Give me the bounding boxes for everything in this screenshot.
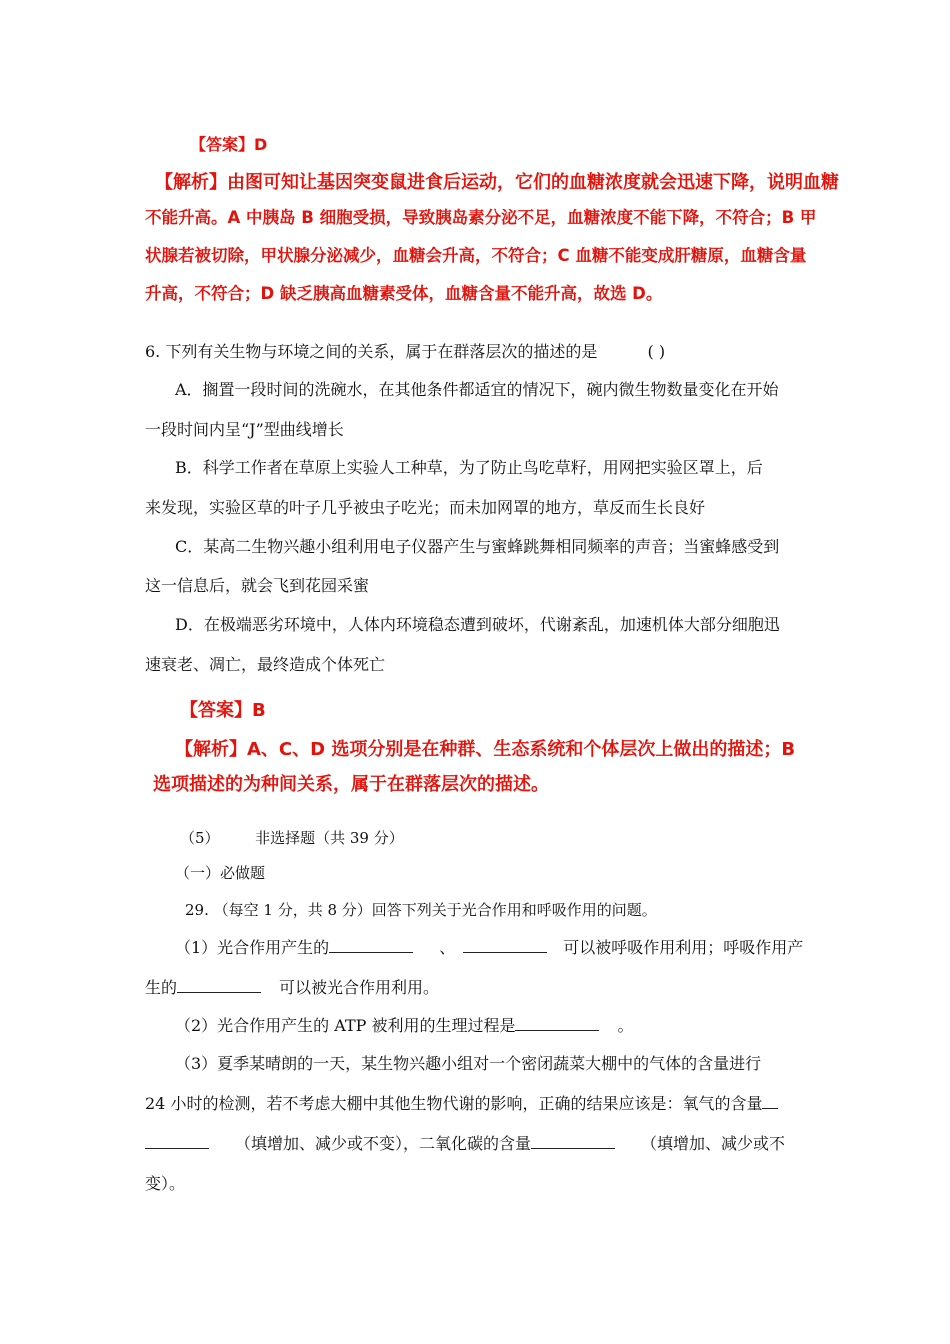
q29-part-1-line-1 — [175, 938, 803, 958]
q6-stem — [145, 342, 665, 362]
q29-part-3-line-4: 变）。 — [145, 1174, 186, 1193]
q29-stem: 29. （每空 1 分，共 8 分）回答下列关于光合作用和呼吸作用的问题。 — [185, 901, 657, 919]
section-number: （5） — [180, 829, 220, 847]
q6-answer-paren: ( ) — [647, 342, 666, 361]
answer-blank[interactable] — [515, 1016, 599, 1031]
q29-part-2 — [175, 1016, 634, 1036]
q29-p3-text-l3b: （填增加、减少或不 — [641, 1134, 786, 1153]
answer-blank[interactable] — [463, 938, 547, 953]
q29-p3-text-l3a: （填增加、减少或不变），二氧化碳的含量 — [235, 1134, 532, 1153]
q29-p2-text-b: 。 — [617, 1016, 634, 1035]
q6-answer: 【答案】B — [180, 700, 266, 721]
q5-analysis-line-2: 不能升高。A 中胰岛 B 细胞受损，导致胰岛素分泌不足，血糖浓度不能下降，不符合；B 甲 — [145, 208, 817, 227]
answer-blank[interactable] — [531, 1134, 615, 1149]
q29-p1-text-b: 、 — [439, 938, 456, 957]
q29-part-1-line-2 — [145, 978, 439, 998]
q5-analysis-line-4: 升高，不符合；D 缺乏胰高血糖素受体，血糖含量不能升高，故选 D。 — [145, 284, 663, 303]
answer-blank[interactable] — [145, 1134, 209, 1149]
q29-part-3-line-1: （3）夏季某晴朗的一天，某生物兴趣小组对一个密闭蔬菜大棚中的气体的含量进行 — [175, 1054, 762, 1073]
q6-analysis-line-2: 选项描述的为种间关系，属于在群落层次的描述。 — [153, 774, 549, 795]
q6-option-d-line-1: D．在极端恶劣环境中，人体内环境稳态遭到破坏，代谢紊乱，加速机体大部分细胞迅 — [175, 615, 780, 634]
section-header — [180, 828, 404, 848]
q6-option-c-line-1: C．某高二生物兴趣小组利用电子仪器产生与蜜蜂跳舞相同频率的声音；当蜜蜂感受到 — [175, 537, 780, 556]
q5-analysis-line-3: 状腺若被切除，甲状腺分泌减少，血糖会升高，不符合；C 血糖不能变成肝糖原，血糖含量 — [145, 246, 807, 265]
q6-option-a-line-2: 一段时间内呈“J”型曲线增长 — [145, 420, 344, 439]
q29-p1-text-a: （1）光合作用产生的 — [175, 938, 330, 957]
answer-blank[interactable] — [329, 938, 413, 953]
q29-part-3-line-3 — [145, 1134, 785, 1154]
q6-option-d-line-2: 速衰老、凋亡，最终造成个体死亡 — [145, 655, 386, 674]
q6-option-b-line-1: B．科学工作者在草原上实验人工种草，为了防止鸟吃草籽，用网把实验区罩上，后 — [175, 458, 763, 477]
q5-answer: 【答案】D — [190, 135, 268, 154]
q29-p1-text-d: 生的 — [145, 978, 178, 997]
q29-p3-text-l2: 24 小时的检测，若不考虑大棚中其他生物代谢的影响，正确的结果应该是：氧气的含量 — [145, 1094, 763, 1113]
q6-analysis-line-1: 【解析】A、C、D 选项分别是在种群、生态系统和个体层次上做出的描述；B — [175, 739, 796, 760]
q29-p1-text-c: 可以被呼吸作用利用；呼吸作用产 — [563, 938, 804, 957]
q6-option-a-line-1: A．搁置一段时间的洗碗水，在其他条件都适宜的情况下，碗内微生物数量变化在开始 — [175, 380, 779, 399]
q5-analysis-line-1: 【解析】由图可知让基因突变鼠进食后运动，它们的血糖浓度就会迅速下降，说明血糖 — [155, 172, 839, 193]
q6-option-c-line-2: 这一信息后，就会飞到花园采蜜 — [145, 576, 370, 595]
section-subtitle: （一）必做题 — [175, 864, 266, 882]
q6-option-b-line-2: 来发现，实验区草的叶子几乎被虫子吃光；而未加网罩的地方，草反而生长良好 — [145, 498, 706, 517]
q29-p2-text-a: （2）光合作用产生的 ATP 被利用的生理过程是 — [175, 1016, 516, 1035]
q6-stem-text: 6. 下列有关生物与环境之间的关系，属于在群落层次的描述的是 — [145, 342, 598, 361]
q29-part-3-line-2 — [145, 1094, 778, 1114]
section-title: 非选择题（共 39 分） — [255, 829, 404, 847]
answer-blank[interactable] — [177, 978, 261, 993]
q29-p1-text-e: 可以被光合作用利用。 — [279, 978, 440, 997]
answer-blank[interactable] — [762, 1094, 778, 1109]
